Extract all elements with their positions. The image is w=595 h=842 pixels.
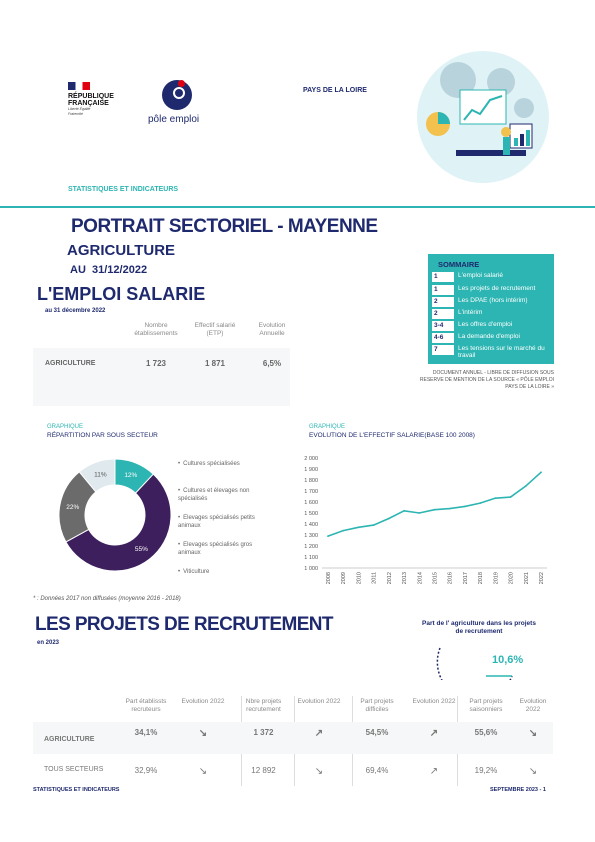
- x-tick-label: 2012: [386, 572, 393, 585]
- recrutement-cell: ↗: [429, 766, 439, 777]
- line-point: [449, 508, 451, 510]
- sommaire-label: Les DPAE (hors intérim): [458, 297, 528, 304]
- part-value: 10,6%: [492, 654, 524, 666]
- sommaire-label: Les tensions sur le marché du travail: [458, 345, 545, 359]
- part-label: Part de l' agriculture dans les projets de recrutement: [422, 620, 536, 635]
- line-point: [327, 535, 329, 537]
- legend-item: • Cultures spécialisées: [178, 460, 263, 468]
- line-series: [328, 472, 541, 536]
- sommaire-label: La demande d'emploi: [458, 333, 520, 340]
- recrutement-cell: 69,4%: [365, 766, 389, 775]
- flag-icon: [68, 82, 90, 90]
- header-divider: [0, 206, 595, 208]
- sommaire-num: 2: [432, 309, 454, 319]
- x-tick-label: 2014: [417, 572, 424, 585]
- recrutement-cell: ↘: [314, 766, 324, 777]
- recrutement-cell: 32,9%: [134, 766, 158, 775]
- pie-label: 22%: [66, 503, 80, 511]
- sommaire-num: 4-6: [432, 333, 454, 343]
- value-etablissements: 1 723: [145, 359, 167, 368]
- sommaire-num: 1: [432, 285, 454, 295]
- pole-emploi-text: pôle emploi: [148, 114, 200, 125]
- date-line: [70, 264, 147, 276]
- recrutement-cell: ↗: [314, 728, 324, 739]
- recrutement-heading: LES PROJETS DE RECRUTEMENT: [35, 614, 333, 635]
- page-title: PORTRAIT SECTORIEL - MAYENNE: [71, 216, 378, 237]
- x-tick-label: 2008: [326, 572, 332, 585]
- republic-line1: RÉPUBLIQUE: [68, 93, 114, 100]
- recrutement-cell: ↘: [198, 728, 208, 739]
- recrutement-cell: 12 892: [251, 766, 276, 775]
- line-point: [373, 524, 375, 526]
- y-tick-label: 1 200: [304, 544, 318, 550]
- row-label: AGRICULTURE: [45, 360, 96, 367]
- x-tick-label: 2019: [493, 572, 500, 585]
- pie-kicker: GRAPHIQUE: [47, 424, 84, 430]
- line-title-main: EVOLUTION DE L'EFFECTIF SALARIE: [309, 432, 425, 439]
- x-tick-label: 2022: [539, 572, 545, 585]
- legend-item: • Cultures et élevages non spécialisés: [178, 487, 263, 503]
- line-point: [418, 512, 420, 514]
- sommaire-item[interactable]: [432, 321, 552, 332]
- recrutement-cell: 1 372: [253, 728, 274, 737]
- pie-footnote: * : Données 2017 non diffusées (moyenne 2016 - 2018): [33, 596, 181, 602]
- x-tick-label: 2010: [356, 572, 363, 585]
- x-tick-label: 2021: [523, 572, 530, 585]
- sector-title: AGRICULTURE: [67, 242, 176, 259]
- col-effectif: Effectif salarié (ETP): [194, 322, 236, 337]
- x-tick-label: 2016: [447, 572, 454, 585]
- recrutement-cell: ↘: [528, 728, 538, 739]
- line-point: [342, 530, 344, 532]
- line-point: [358, 526, 360, 528]
- line-point: [540, 471, 542, 473]
- x-tick-label: 2013: [402, 572, 409, 585]
- emploi-subheading: au 31 décembre 2022: [45, 308, 106, 314]
- recrutement-row-label: TOUS SECTEURS: [44, 766, 104, 773]
- recrutement-col-header: Evolution 2022: [412, 698, 456, 705]
- recrutement-cell: 19,2%: [474, 766, 498, 775]
- pie-title: RÉPARTITION PAR SOUS SECTEUR: [47, 432, 158, 439]
- date-prefix: AU: [70, 264, 86, 276]
- sommaire-item[interactable]: [432, 345, 552, 359]
- recrutement-cell: 34,1%: [134, 728, 158, 737]
- highlight-row-bg: [33, 722, 553, 754]
- sommaire-item[interactable]: [432, 333, 552, 344]
- sommaire-label: Les projets de recrutement: [458, 285, 536, 292]
- date-value: 31/12/2022: [92, 264, 148, 276]
- y-tick-label: 1 100: [304, 555, 318, 561]
- y-tick-label: 1 400: [304, 522, 318, 528]
- motto: Liberté Égalité Fraternité: [68, 107, 91, 116]
- recrutement-col-header: Evolution 2022: [181, 698, 225, 705]
- sommaire-label: L'emploi salarié: [458, 272, 503, 279]
- value-effectif: 1 871: [204, 359, 226, 368]
- header-illustration: [406, 40, 556, 185]
- x-tick-label: 2015: [432, 572, 439, 585]
- sommaire-label: L'intérim: [458, 309, 483, 316]
- col-evolution: Evolution Annuelle: [258, 322, 286, 337]
- line-point: [494, 497, 496, 499]
- footer-left: STATISTIQUES ET INDICATEURS: [33, 787, 120, 793]
- footer-right: SEPTEMBRE 2023 - 1: [490, 787, 546, 793]
- line-title-suffix: (BASE 100 2008): [424, 432, 475, 439]
- pole-emploi-icon: [162, 80, 192, 110]
- region-label: PAYS DE LA LOIRE: [303, 87, 367, 94]
- line-point: [525, 485, 527, 487]
- x-tick-label: 2011: [371, 572, 378, 584]
- sommaire-num: 3-4: [432, 321, 454, 331]
- pole-emploi-logo: [148, 80, 208, 125]
- y-tick-label: 1 300: [304, 533, 318, 539]
- line-title: [309, 432, 475, 439]
- sommaire-item[interactable]: [432, 297, 552, 308]
- document-note: DOCUMENT ANNUEL - LIBRE DE DIFFUSION SOUS RESERVE DE MENTION DE LA SOURCE « PÔLE EMPLOI PAYS DE LA LOIRE »: [419, 370, 554, 390]
- y-tick-label: 1 900: [304, 467, 318, 473]
- recrutement-col-header: Nbre projets recrutement: [245, 698, 282, 713]
- y-tick-label: 1 700: [304, 489, 318, 495]
- republique-logo: [68, 82, 114, 117]
- sommaire-item[interactable]: [432, 285, 552, 296]
- recrutement-cell: ↗: [429, 728, 439, 739]
- sommaire-item[interactable]: [432, 309, 552, 320]
- recrutement-col-header: Part projets difficiles: [360, 698, 394, 713]
- recrutement-row-label: AGRICULTURE: [44, 736, 95, 743]
- legend-item: • Elevages spécialisés gros animaux: [178, 541, 263, 557]
- line-point: [510, 496, 512, 498]
- line-point: [479, 502, 481, 504]
- x-tick-label: 2018: [478, 572, 485, 585]
- recrutement-cell: ↘: [528, 766, 538, 777]
- pie-chart: [55, 455, 175, 575]
- y-tick-label: 1 000: [304, 566, 318, 572]
- y-tick-label: 1 800: [304, 478, 318, 484]
- recrutement-cell: 54,5%: [365, 728, 389, 737]
- pie-label: 11%: [94, 471, 107, 479]
- republic-line2: FRANÇAISE: [68, 100, 109, 107]
- sommaire-item[interactable]: [432, 272, 552, 283]
- sommaire-num: 2: [432, 297, 454, 307]
- recrutement-col-header: Evolution 2022: [297, 698, 341, 705]
- x-tick-label: 2017: [462, 572, 469, 585]
- line-chart: [290, 450, 550, 590]
- y-tick-label: 1 600: [304, 500, 318, 506]
- recrutement-col-header: Part projets saisonniers: [469, 698, 503, 713]
- col-etablissements: Nombre établissements: [134, 322, 178, 337]
- recrutement-cell: 55,6%: [474, 728, 498, 737]
- line-kicker: GRAPHIQUE: [309, 424, 346, 430]
- x-tick-label: 2020: [508, 572, 515, 585]
- x-tick-label: 2009: [341, 572, 348, 585]
- legend-item: • Viticulture: [178, 568, 263, 576]
- legend-item: • Elevages spécialisés petits animaux: [178, 514, 263, 530]
- emploi-heading: L'EMPLOI SALARIE: [37, 284, 206, 304]
- line-point: [434, 509, 436, 511]
- line-point: [464, 506, 466, 508]
- line-point: [388, 518, 390, 520]
- y-tick-label: 1 500: [304, 511, 318, 517]
- sommaire-title: SOMMAIRE: [438, 260, 480, 269]
- value-evolution: 6,5%: [262, 359, 282, 368]
- line-point: [403, 510, 405, 512]
- section-label: STATISTIQUES ET INDICATEURS: [68, 186, 179, 193]
- sommaire-label: Les offres d'emploi: [458, 321, 513, 328]
- pie-label: 12%: [124, 472, 138, 480]
- pie-label: 55%: [134, 545, 148, 553]
- recrutement-col-header: Part établissts recruteurs: [125, 698, 167, 713]
- sommaire-num: 1: [432, 272, 454, 282]
- emploi-row: [33, 348, 290, 406]
- sommaire-num: 7: [432, 345, 454, 355]
- sommaire-box: [428, 254, 554, 364]
- y-tick-label: 2 000: [304, 456, 318, 462]
- recrutement-col-header: Evolution 2022: [519, 698, 547, 713]
- recrutement-cell: ↘: [198, 766, 208, 777]
- recrutement-subheading: en 2023: [37, 640, 60, 646]
